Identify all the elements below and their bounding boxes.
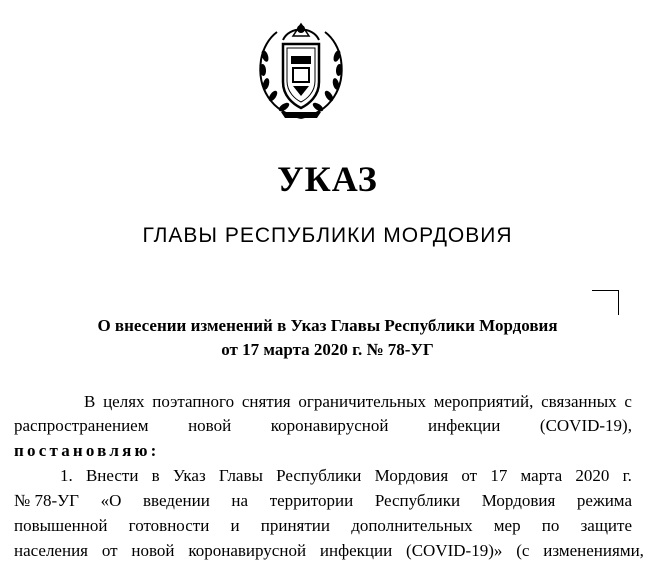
coat-of-arms-emblem [253, 20, 349, 124]
body-word: населения [14, 541, 88, 560]
body-word: с [624, 392, 632, 411]
body-word: 1. [60, 466, 73, 485]
subject-line-1: О внесении изменений в Указ Главы Республики Мордовия [97, 316, 558, 335]
body-word: Мордовия [481, 491, 556, 510]
body-word: (COVID-19), [539, 416, 632, 435]
body-word: ограничительных [298, 392, 426, 411]
body-word: (с [516, 541, 530, 560]
body-word: и [230, 516, 240, 535]
body-word: инфекции [319, 541, 393, 560]
body-word: снятия [241, 392, 291, 411]
body-text-line [14, 416, 632, 436]
body-word: дополнительных [351, 516, 473, 535]
body-word: Указ [172, 466, 206, 485]
body-word: от [461, 466, 478, 485]
body-word: повышенной [14, 516, 108, 535]
body-word: готовности [128, 516, 210, 535]
body-word: коронавирусной [188, 541, 307, 560]
body-word: в [151, 466, 160, 485]
subject-line-2: от 17 марта 2020 г. № 78-УГ [221, 340, 434, 359]
body-text-line [14, 516, 632, 536]
body-word: мероприятий, [433, 392, 534, 411]
body-word: новой [188, 416, 232, 435]
body-word: мер [493, 516, 521, 535]
body-word: целях [103, 392, 145, 411]
body-word: на [231, 491, 249, 510]
body-text-line [60, 466, 632, 486]
body-word: 2020 [575, 466, 610, 485]
decree-keyword: постановляю: [14, 441, 160, 460]
body-word: коронавирусной [270, 416, 389, 435]
body-word: Мордовия [374, 466, 449, 485]
body-word: № 78-УГ [14, 491, 79, 510]
body-text-line [14, 491, 632, 511]
body-word: Главы [218, 466, 263, 485]
body-word: «О [100, 491, 122, 510]
body-word: изменениями, [543, 541, 644, 560]
issuer-subtitle: ГЛАВЫ РЕСПУБЛИКИ МОРДОВИЯ [142, 224, 513, 247]
body-word: защите [580, 516, 632, 535]
body-word: по [541, 516, 560, 535]
body-word: поэтапного [152, 392, 235, 411]
body-word: принятии [260, 516, 331, 535]
corner-bracket-mark [592, 290, 619, 315]
body-text-line [14, 541, 644, 561]
body-word: Республики [374, 491, 461, 510]
body-word: новой [131, 541, 175, 560]
body-word: Внести [85, 466, 139, 485]
body-word: режима [576, 491, 632, 510]
body-word: (COVID-19)» [406, 541, 503, 560]
body-word: распространением [14, 416, 149, 435]
body-word: связанных [541, 392, 617, 411]
body-word: марта [520, 466, 563, 485]
body-word: территории [269, 491, 354, 510]
body-word: инфекции [428, 416, 501, 435]
body-word: 17 [490, 466, 508, 485]
body-text-line [84, 392, 632, 412]
body-word: введении [143, 491, 210, 510]
body-word: г. [622, 466, 632, 485]
body-word: В [84, 392, 96, 411]
body-word: Республики [276, 466, 362, 485]
body-word: от [101, 541, 118, 560]
document-title: УКАЗ [277, 159, 378, 199]
